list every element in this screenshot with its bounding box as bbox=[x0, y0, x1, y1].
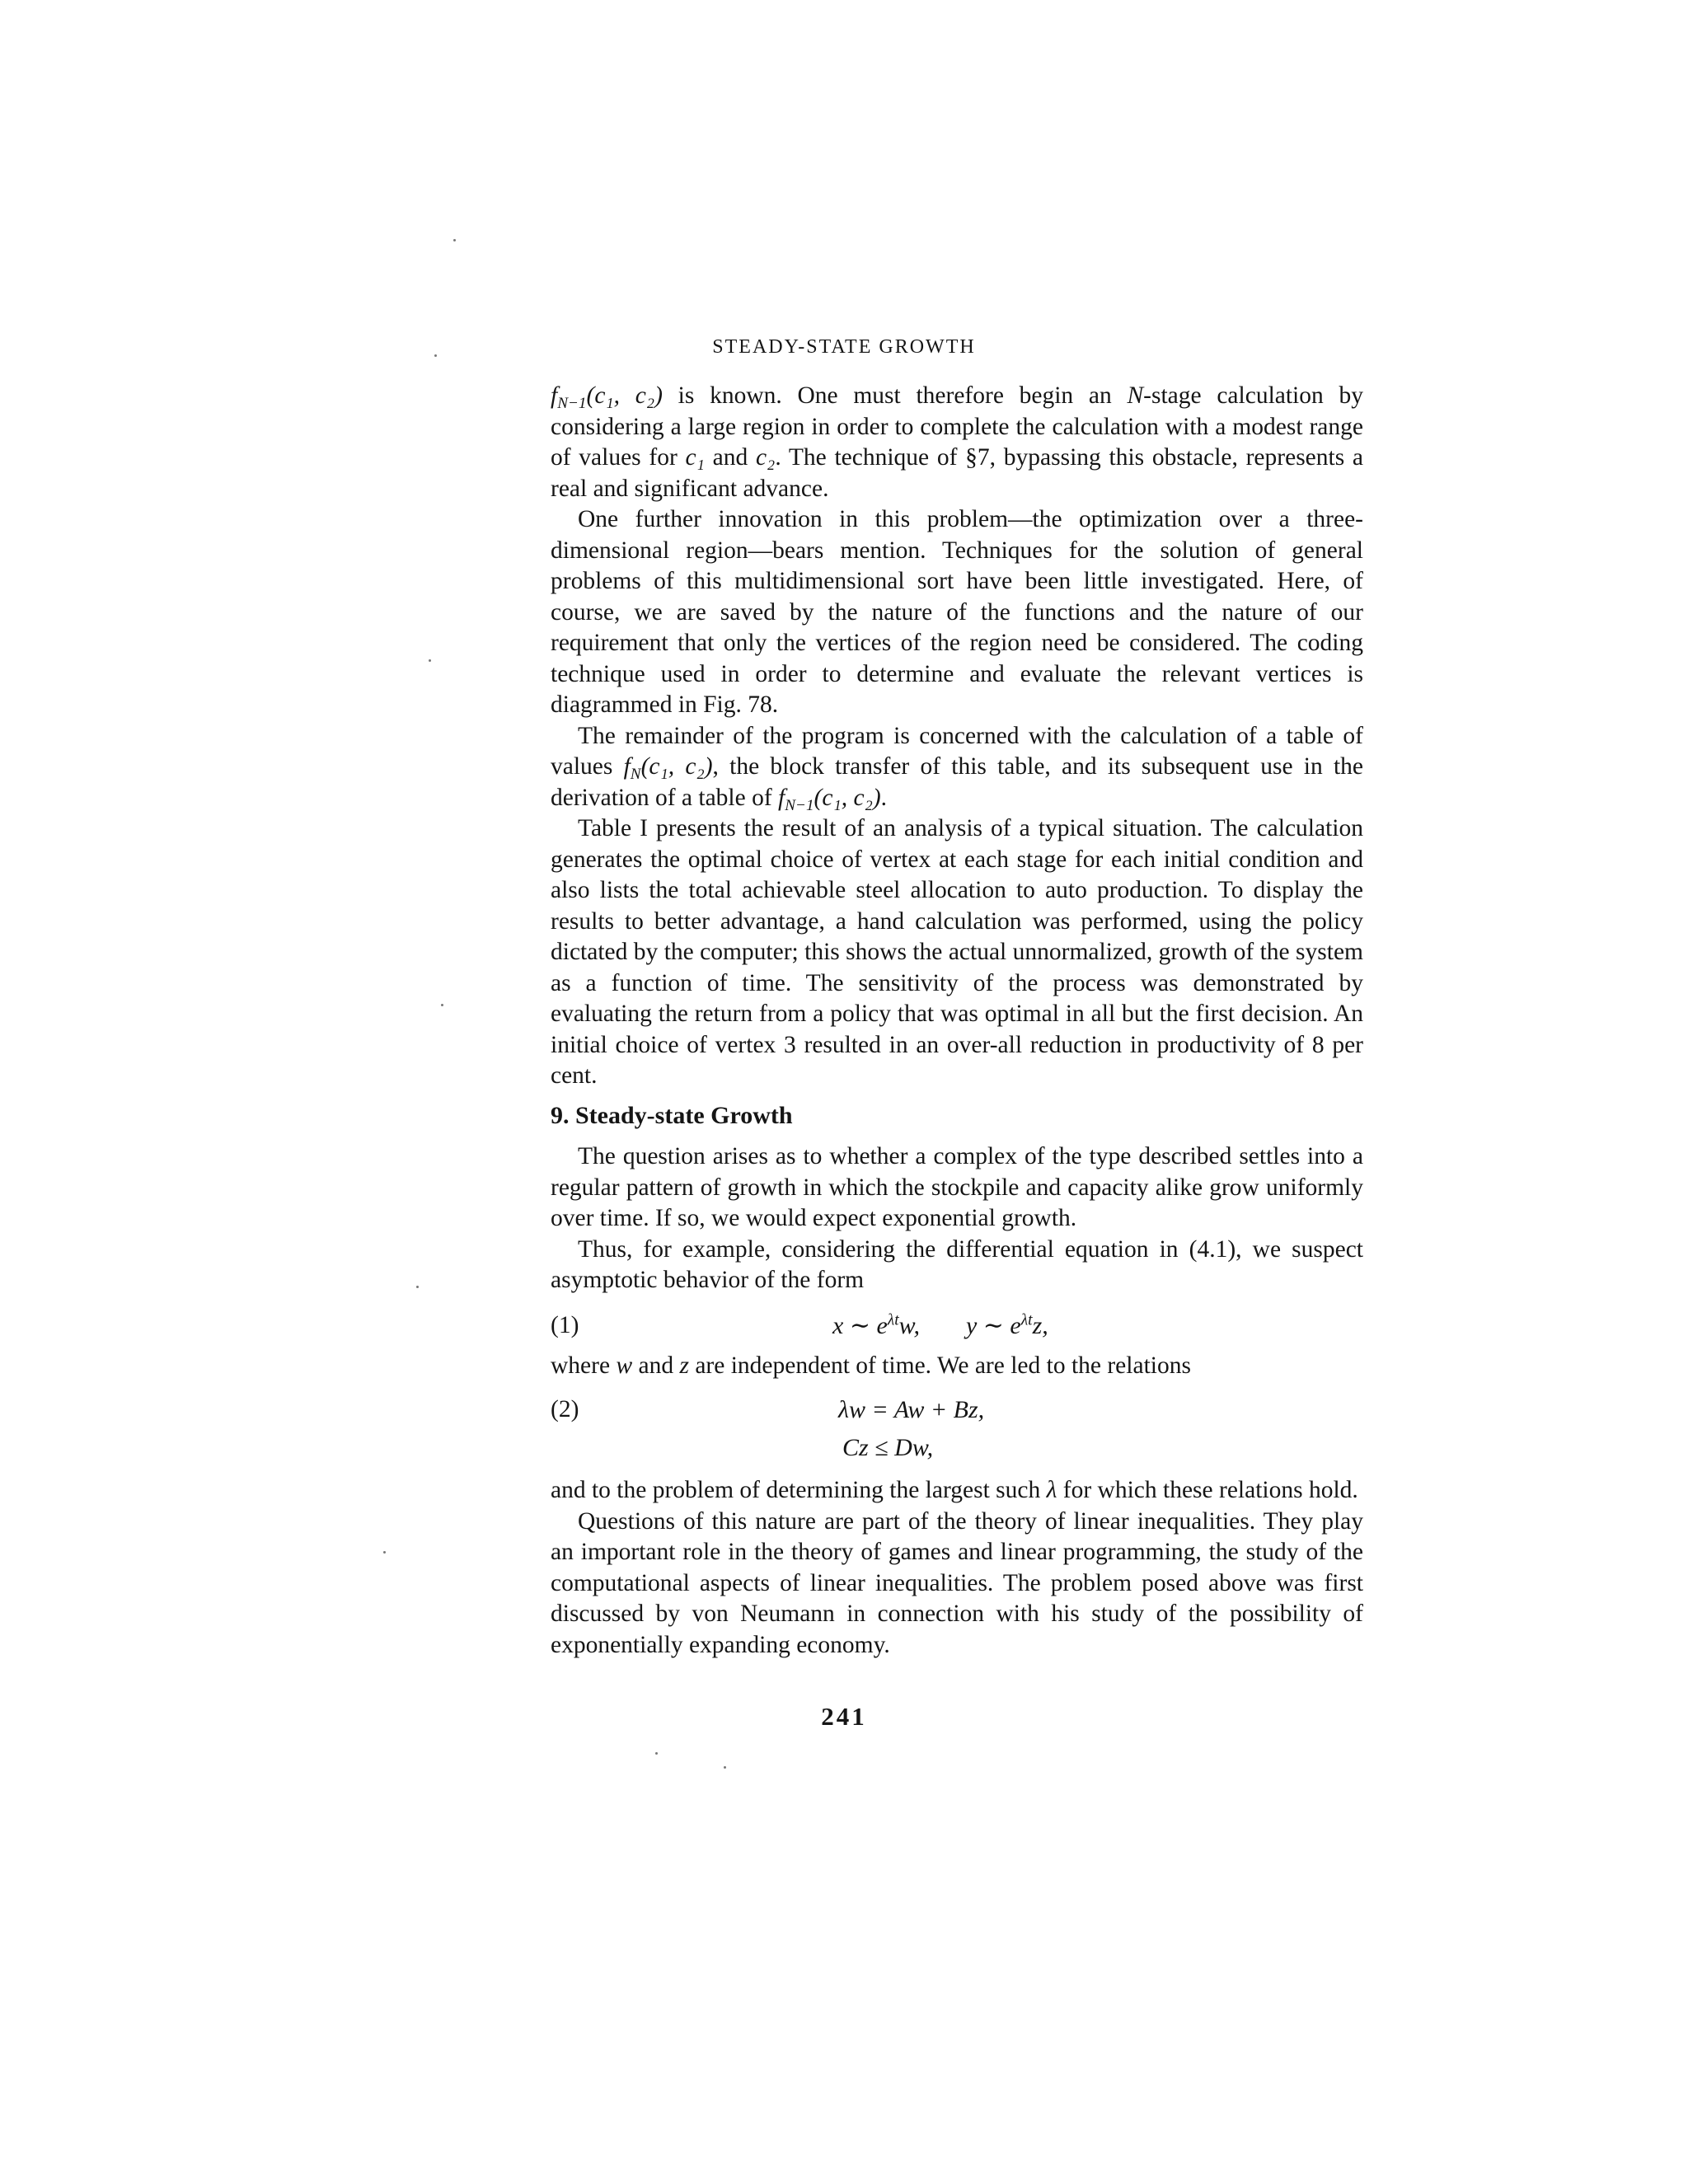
equation-2-line-1: λw = Aw + Bz, bbox=[838, 1396, 985, 1423]
body-text-relations bbox=[551, 1351, 1363, 1382]
scan-speck bbox=[453, 239, 456, 241]
scan-speck bbox=[416, 1286, 419, 1288]
paragraph-table-results: Table I presents the result of an analysis of a typical situation. The calculation generates the optimal choice of vertex at each stage for each initial condition and also lists the total achievable steel allocation to auto production. To display the results to better advantage, a hand calculation was performed, using the policy dictated by the computer; this shows the actual unnormalized, growth of the system as a function of time. The sensitivity of the process was demonstrated by evaluating the return from a policy that was optimal in all but the first decision. An initial choice of vertex 3 resulted in an over-all reduction in productivity of 8 per cent. bbox=[551, 815, 1363, 1089]
paragraph-largest-lambda: and to the problem of determining the largest such λ for which these relations hold. bbox=[551, 1477, 1358, 1503]
paragraph-linear-inequalities: Questions of this nature are part of the theory of linear inequalities. They play an important role in the theory of games and linear programming, the study of the computational aspects of linear inequalities. The problem posed above was first discussed by von Neumann in connection with his study of the possibility of exponentially expanding economy. bbox=[551, 1507, 1363, 1658]
section-heading: 9. Steady-state Growth bbox=[551, 1102, 793, 1129]
paragraph-where: where w and z are independent of time. We are led to the relations bbox=[551, 1352, 1191, 1379]
body-text-bottom bbox=[551, 1475, 1363, 1661]
running-head: STEADY-STATE GROWTH bbox=[712, 336, 976, 358]
paragraph-question: The question arises as to whether a complex of the type described settles into a regular pattern of growth in which the stockpile and capacity alike grow uniformly over time. If so, we would expect exponential growth. bbox=[551, 1143, 1363, 1231]
scan-speck bbox=[655, 1752, 658, 1755]
scan-speck bbox=[724, 1766, 726, 1769]
scan-speck bbox=[434, 354, 437, 357]
paragraph-remainder: The remainder of the program is concerned with the calculation of a table of values $f_N(c_1$, c₂), the block transfer of this table, and its subsequent use in the derivation of a table of $f_{N-1}(c_1$, c₂). bbox=[551, 722, 1363, 814]
equation-number-1: (1) bbox=[551, 1312, 579, 1338]
body-text-section bbox=[551, 1141, 1363, 1296]
paragraph-continued: $f_{N-1}(c_1$, c₂) is known. One must therefore begin an N-stage calculation by considering a large region in order to complete the calculation with a modest range of values for c₁ and c₂. The technique of §7, bypassing this obstacle, represents a real and significant advance. bbox=[551, 382, 1364, 502]
paragraph-innovation: One further innovation in this problem—the optimization over a three-dimensional region—bears mention. Techniques for the solution of general problems of this multidimensional sort have been little investigated. Here, of course, we are saved by the nature of the functions and the nature of our requirement that only the vertices of the region need be considered. The coding technique used in order to determine and evaluate the relevant vertices is diagrammed in Fig. 78. bbox=[551, 506, 1363, 718]
page-number: 241 bbox=[821, 1702, 867, 1731]
equation-number-2: (2) bbox=[551, 1396, 579, 1422]
scan-speck bbox=[383, 1551, 386, 1554]
body-text-top bbox=[551, 381, 1363, 1092]
equation-1: x ∼ $e^{\lambda t}w$, y ∼ $e^{\lambda t}z$, bbox=[832, 1311, 1048, 1339]
scan-speck bbox=[429, 659, 431, 662]
scan-speck bbox=[441, 1004, 443, 1006]
equation-2-line-2: Cz ≤ Dw, bbox=[842, 1434, 934, 1461]
paragraph-example: Thus, for example, considering the differential equation in (4.1), we suspect asymptotic behavior of the form bbox=[551, 1235, 1363, 1293]
